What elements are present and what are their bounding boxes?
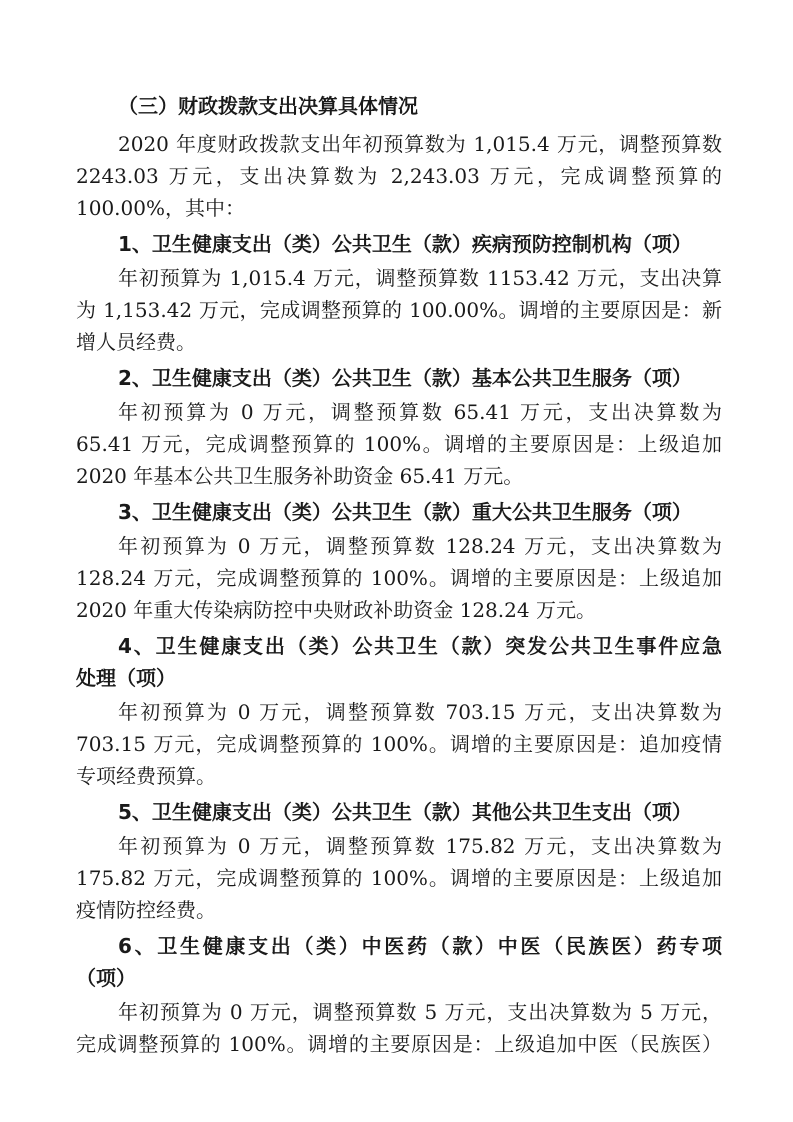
item-2-body-line-1: 年初预算为 0 万元，调整预算数 65.41 万元，支出决算数为	[118, 400, 722, 424]
item-1-heading: 1、卫生健康支出（类）公共卫生（款）疾病预防控制机构（项）	[118, 232, 692, 256]
item-4-heading-line-1: 4、卫生健康支出（类）公共卫生（款）突发公共卫生事件应急	[118, 634, 722, 658]
item-1-body-line-1: 年初预算为 1,015.4 万元，调整预算数 1153.42 万元，支出决算	[118, 266, 722, 290]
item-6-body-line-2: 完成调整预算的 100%。调增的主要原因是：上级追加中医（民族医）	[76, 1032, 722, 1056]
item-3-body-line-3: 2020 年重大传染病防控中央财政补助资金 128.24 万元。	[76, 598, 596, 622]
intro-line-3: 100.00%，其中：	[76, 196, 245, 220]
item-3-body-line-1: 年初预算为 0 万元，调整预算数 128.24 万元，支出决算数为	[118, 534, 722, 558]
item-6-heading-line-1: 6、卫生健康支出（类）中医药（款）中医（民族医）药专项	[118, 934, 722, 958]
item-4-heading-line-2: 处理（项）	[76, 666, 176, 690]
item-6-heading-line-2: （项）	[76, 966, 136, 990]
item-3-body-line-2: 128.24 万元，完成调整预算的 100%。调增的主要原因是：上级追加	[76, 566, 722, 590]
item-4-body-line-2: 703.15 万元，完成调整预算的 100%。调增的主要原因是：追加疫情	[76, 732, 722, 756]
section-title: （三）财政拨款支出决算具体情况	[118, 94, 418, 118]
item-2-body-line-2: 65.41 万元，完成调整预算的 100%。调增的主要原因是：上级追加	[76, 432, 722, 456]
item-3-heading: 3、卫生健康支出（类）公共卫生（款）重大公共卫生服务（项）	[118, 500, 692, 524]
item-2-body-line-3: 2020 年基本公共卫生服务补助资金 65.41 万元。	[76, 464, 524, 488]
item-1-body-line-3: 增人员经费。	[76, 330, 196, 354]
item-5-body-line-2: 175.82 万元，完成调整预算的 100%。调增的主要原因是：上级追加	[76, 866, 722, 890]
item-5-body-line-3: 疫情防控经费。	[76, 898, 216, 922]
item-4-body-line-1: 年初预算为 0 万元，调整预算数 703.15 万元，支出决算数为	[118, 700, 722, 724]
item-2-heading: 2、卫生健康支出（类）公共卫生（款）基本公共卫生服务（项）	[118, 366, 692, 390]
item-1-body-line-2: 为 1,153.42 万元，完成调整预算的 100.00%。调增的主要原因是：新	[76, 298, 722, 322]
item-6-body-line-1: 年初预算为 0 万元，调整预算数 5 万元，支出决算数为 5 万元，	[118, 1000, 722, 1024]
intro-line-1: 2020 年度财政拨款支出年初预算数为 1,015.4 万元，调整预算数	[118, 132, 722, 156]
item-5-heading: 5、卫生健康支出（类）公共卫生（款）其他公共卫生支出（项）	[118, 800, 692, 824]
item-4-body-line-3: 专项经费预算。	[76, 764, 216, 788]
item-5-body-line-1: 年初预算为 0 万元，调整预算数 175.82 万元，支出决算数为	[118, 834, 722, 858]
intro-line-2: 2243.03 万元，支出决算数为 2,243.03 万元，完成调整预算的	[76, 164, 722, 188]
